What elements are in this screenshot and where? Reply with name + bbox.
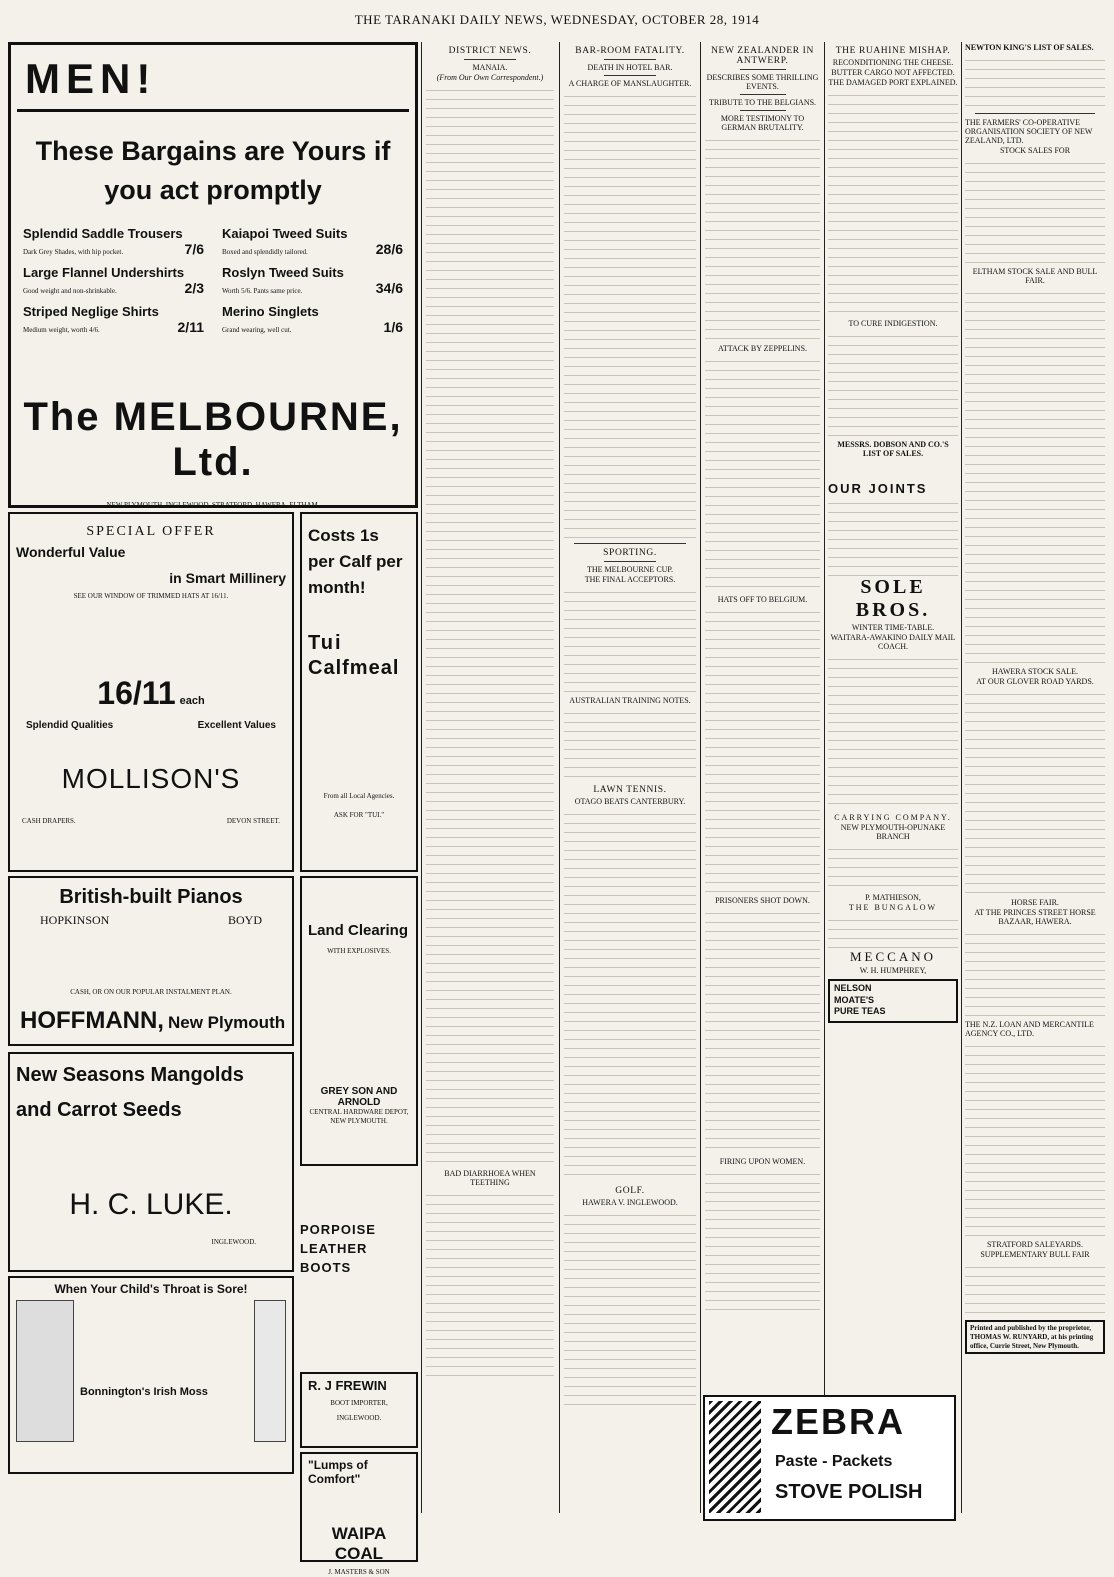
tribute-heading: TRIBUTE TO THE BELGIANS. xyxy=(708,98,817,107)
luke-ad xyxy=(8,1052,294,1272)
loan-heading: THE N.Z. LOAN AND MERCANTILE AGENCY CO., LTD. xyxy=(965,1020,1094,1038)
prisoners-body xyxy=(705,906,820,1156)
item-price: 2/11 xyxy=(177,319,204,335)
child-illustration xyxy=(16,1300,74,1442)
smart-millinery: in Smart Millinery xyxy=(169,570,286,586)
irish-moss-name: Bonnington's Irish Moss xyxy=(80,1386,208,1398)
divider xyxy=(17,109,409,112)
item-price: 7/6 xyxy=(184,241,204,257)
hats-off-heading: HATS OFF TO BELGIUM. xyxy=(717,595,808,604)
manslaughter-heading: A CHARGE OF MANSLAUGHTER. xyxy=(568,79,692,88)
masthead: THE TARANAKI DAILY NEWS, WEDNESDAY, OCTOBER 28, 1914 xyxy=(354,12,760,27)
sole-bros: SOLE BROS. xyxy=(855,576,931,621)
stove-polish: STOVE POLISH xyxy=(775,1481,923,1503)
waipa-copy xyxy=(308,1490,410,1520)
golf-heading: GOLF. xyxy=(615,1186,645,1196)
bungalow-body xyxy=(828,913,958,949)
hopkinson: HOPKINSON xyxy=(40,913,110,927)
dobson-body xyxy=(828,459,958,481)
glover-body xyxy=(965,687,1105,897)
item-price: 1/6 xyxy=(383,319,403,335)
porpoise-ad xyxy=(300,1222,418,1372)
column-rule xyxy=(559,42,560,1513)
meccano-heading: MECCANO xyxy=(849,949,936,964)
throat-copy xyxy=(80,1300,248,1380)
eltham-body xyxy=(965,286,1105,666)
carrying-body xyxy=(828,842,958,892)
item-name: Roslyn Tweed Suits xyxy=(222,265,344,280)
item-price: 2/3 xyxy=(184,280,204,296)
imprint: Printed and published by the proprietor, THOMAS W. RUNYARD, at his printing office, Currie Street, New Plymouth. xyxy=(970,1324,1094,1350)
newton-body xyxy=(965,53,1105,109)
coach-heading: WAITARA-AWAKINO DAILY MAIL COACH. xyxy=(830,633,956,651)
calf-line: per Calf per xyxy=(308,552,403,571)
explosives-sub: WITH EXPLOSIVES. xyxy=(327,947,391,955)
stratford-heading: STRATFORD SALEYARDS. xyxy=(986,1240,1084,1249)
bargain-item xyxy=(23,304,204,335)
pianos-copy xyxy=(16,932,286,982)
frewin-name: R. J FREWIN xyxy=(308,1378,387,1393)
bargain-item xyxy=(222,226,403,257)
bargain-item xyxy=(222,304,403,335)
special-offer: SPECIAL OFFER xyxy=(86,524,216,539)
hoffmann-ad xyxy=(8,876,294,1046)
princes-heading: AT THE PRINCES STREET HORSE BAZAAR, HAWERA. xyxy=(974,908,1096,926)
leather-line: LEATHER xyxy=(300,1241,368,1256)
ruahine-body xyxy=(828,88,958,318)
each-label: each xyxy=(179,694,205,707)
news-column-6 xyxy=(828,42,958,1513)
column-rule xyxy=(421,42,422,1513)
district-news-column xyxy=(426,42,554,1513)
item-desc: Dark Grey Shades, with hip pocket. xyxy=(23,248,124,256)
bungalow-heading: THE BUNGALOW xyxy=(848,903,938,912)
diarrhoea-heading: BAD DIARRHOEA WHEN TEETHING xyxy=(444,1169,536,1187)
prisoners-heading: PRISONERS SHOT DOWN. xyxy=(715,896,810,905)
loan-body xyxy=(965,1039,1105,1239)
sporting-heading: SPORTING. xyxy=(603,548,657,558)
men-heading: MEN! xyxy=(25,55,157,102)
women-body xyxy=(705,1167,820,1317)
mollison-address: DEVON STREET. xyxy=(226,816,280,825)
item-desc: Good weight and non-shrinkable. xyxy=(23,287,117,295)
district-news-heading: DISTRICT NEWS. xyxy=(448,46,532,56)
firm-line2: CENTRAL HARDWARE DEPOT, xyxy=(309,1107,409,1116)
irish-moss-ad xyxy=(8,1276,294,1474)
hoffmann-name: HOFFMANN, xyxy=(20,1006,164,1034)
excellent-values: Excellent Values xyxy=(197,719,276,731)
zebra-name: ZEBRA xyxy=(771,1401,905,1442)
joints-heading: OUR JOINTS xyxy=(828,481,928,496)
golf-body xyxy=(564,1208,696,1408)
testimony-heading: MORE TESTIMONY TO GERMAN BRUTALITY. xyxy=(720,114,805,132)
bargains-line: These Bargains are Yours if xyxy=(35,136,391,166)
stock-sales-body xyxy=(965,156,1105,266)
land-clearing-title: Land Clearing xyxy=(308,922,409,939)
opunake-heading: NEW PLYMOUTH-OPUNAKE BRANCH xyxy=(840,823,946,841)
item-name: Striped Neglige Shirts xyxy=(23,304,159,319)
hoffmann-place: New Plymouth xyxy=(167,1012,286,1032)
hawera-golf-heading: HAWERA V. INGLEWOOD. xyxy=(582,1198,678,1207)
hats-off-body xyxy=(705,605,820,895)
pianos-title: British-built Pianos xyxy=(59,886,243,908)
winter-timetable: WINTER TIME-TABLE. xyxy=(851,623,935,632)
frewin-sub: BOOT IMPORTER, xyxy=(330,1399,388,1407)
item-price: 34/6 xyxy=(375,280,403,296)
mollison-copy xyxy=(16,605,286,665)
describes-heading: DESCRIBES SOME THRILLING EVENTS. xyxy=(706,73,819,91)
dobson-heading: MESSRS. DOBSON AND CO.'S LIST OF SALES. xyxy=(837,440,949,458)
column-rule xyxy=(700,42,701,1513)
item-desc: Grand wearing, well cut. xyxy=(222,326,292,334)
antwerp-heading: NEW ZEALANDER IN ANTWERP. xyxy=(711,46,814,66)
item-desc: Worth 5/6. Pants same price. xyxy=(222,287,303,295)
women-heading: FIRING UPON WOMEN. xyxy=(719,1157,806,1166)
waipa-coal: WAIPA COAL xyxy=(331,1524,387,1563)
throat-copy xyxy=(80,1402,248,1442)
imprint-box xyxy=(965,1320,1105,1354)
bargain-list xyxy=(23,226,403,335)
bottle-illustration xyxy=(254,1300,286,1442)
land-clearing-ad xyxy=(300,876,418,1166)
stock-sales-heading: STOCK SALES FOR xyxy=(999,146,1071,155)
damaged-heading: THE DAMAGED PORT EXPLAINED. xyxy=(828,78,958,87)
melbourne-name: The MELBOURNE, Ltd. xyxy=(23,395,403,484)
luke-name: H. C. LUKE. xyxy=(69,1188,233,1221)
nelson-moate-ad xyxy=(828,979,958,1023)
land-copy xyxy=(308,964,410,1074)
recon-heading: RECONDITIONING THE CHEESE. xyxy=(832,58,954,67)
tui-copy xyxy=(308,688,410,768)
mangolds-title: New Seasons Mangolds xyxy=(16,1064,244,1086)
item-desc: Medium weight, worth 4/6. xyxy=(23,326,100,334)
tui-copy xyxy=(308,608,410,628)
carrying-heading: CARRYING COMPANY. xyxy=(834,813,952,822)
acceptors-heading: THE FINAL ACCEPTORS. xyxy=(584,575,676,584)
ask-for-tui: ASK FOR "TUI." xyxy=(333,810,385,819)
from-agencies: From all Local Agencies. xyxy=(323,792,395,800)
zeppelins-heading: ATTACK BY ZEPPELINS. xyxy=(717,344,808,353)
instalment-line: CASH, OR ON OUR POPULAR INSTALMENT PLAN. xyxy=(70,988,232,996)
barroom-heading: BAR-ROOM FATALITY. xyxy=(575,46,685,56)
costs-line: Costs 1s xyxy=(308,526,379,545)
firm-line3: NEW PLYMOUTH. xyxy=(330,1116,388,1125)
luke-town: INGLEWOOD. xyxy=(211,1238,256,1246)
carrot-title: and Carrot Seeds xyxy=(16,1099,182,1121)
ruahine-heading: THE RUAHINE MISHAP. xyxy=(835,46,951,56)
porpoise-copy xyxy=(300,1281,418,1341)
hawera-heading: HAWERA STOCK SALE. xyxy=(991,667,1079,676)
zeppelins-body xyxy=(705,354,820,594)
item-price: 28/6 xyxy=(375,241,403,257)
mathieson: P. MATHIESON, xyxy=(865,893,921,902)
cure-heading: TO CURE INDIGESTION. xyxy=(848,319,938,328)
mollison-name: MOLLISON'S xyxy=(61,762,241,794)
mollison-ad xyxy=(8,512,294,872)
cash-drapers: CASH DRAPERS. xyxy=(22,816,76,825)
item-desc: Boxed and splendidly tailored. xyxy=(222,248,308,256)
barroom-body xyxy=(564,89,696,539)
porpoise-line: PORPOISE xyxy=(300,1222,376,1237)
column-rule xyxy=(824,42,825,1513)
ads-column xyxy=(8,42,418,1576)
district-news-body xyxy=(426,83,554,1163)
newton-heading: NEWTON KING'S LIST OF SALES. xyxy=(965,43,1094,52)
promptly-line: you act promptly xyxy=(104,175,322,205)
correspondent-line: (From Our Own Correspondent.) xyxy=(436,73,544,82)
cup-body xyxy=(564,585,696,695)
see-window: SEE OUR WINDOW OF TRIMMED HATS AT 16/11. xyxy=(73,592,229,600)
frewin-town: INGLEWOOD. xyxy=(336,1413,382,1422)
throat-title: When Your Child's Throat is Sore! xyxy=(54,1282,248,1296)
melbourne-cup-heading: THE MELBOURNE CUP. xyxy=(586,565,673,574)
joints-body xyxy=(828,496,958,576)
glover-heading: AT OUR GLOVER ROAD YARDS. xyxy=(976,677,1094,686)
splendid-qualities: Splendid Qualities xyxy=(26,719,114,731)
timetable-body xyxy=(828,652,958,812)
item-name: Merino Singlets xyxy=(222,304,319,319)
wonderful-value: Wonderful Value xyxy=(16,544,126,560)
item-name: Large Flannel Undershirts xyxy=(23,265,185,280)
diarrhoea-body xyxy=(426,1188,554,1378)
bargain-item xyxy=(23,265,204,296)
firm-name: GREY SON AND ARNOLD xyxy=(320,1085,398,1108)
waipa-agents: J. MASTERS & SON xyxy=(328,1568,390,1576)
lumps-of-comfort: "Lumps of Comfort" xyxy=(308,1458,368,1486)
eltham-heading: ELTHAM STOCK SALE AND BULL FAIR. xyxy=(972,267,1098,285)
otago-heading: OTAGO BEATS CANTERBURY. xyxy=(574,797,686,806)
melbourne-ad xyxy=(8,42,418,508)
cure-body xyxy=(828,329,958,439)
zebra-ad xyxy=(703,1395,956,1521)
manaia-heading: MANAIA. xyxy=(472,63,508,72)
training-body xyxy=(564,706,696,781)
waipa-coal-ad xyxy=(300,1452,418,1576)
month-line: month! xyxy=(308,578,366,597)
frewin-ad xyxy=(300,1372,418,1448)
nelson-moate-name: NELSON MOATE'S PURE TEAS xyxy=(834,983,886,1017)
death-heading: DEATH IN HOTEL BAR. xyxy=(587,63,673,72)
tennis-body xyxy=(564,807,696,1182)
news-column-4 xyxy=(564,42,696,1513)
humphrey: W. H. HUMPHREY, xyxy=(859,966,927,975)
farmers-heading: THE FARMERS' CO-OPERATIVE ORGANISATION SOCIETY OF NEW ZEALAND, LTD. xyxy=(965,118,1093,145)
seeds-copy xyxy=(16,1130,286,1170)
row-mollison-tui xyxy=(8,512,418,872)
sales-column xyxy=(965,42,1105,1513)
paste-packets: Paste - Packets xyxy=(775,1453,893,1470)
tui-ad xyxy=(300,512,418,872)
tennis-heading: LAWN TENNIS. xyxy=(593,785,667,795)
supplementary-heading: SUPPLEMENTARY BULL FAIR xyxy=(980,1250,1090,1259)
boyd: BOYD xyxy=(227,913,262,927)
horse-fair-heading: HORSE FAIR. xyxy=(1011,898,1059,907)
supplementary-body xyxy=(965,1260,1105,1316)
antwerp-body xyxy=(705,133,820,343)
butter-heading: BUTTER CARGO NOT AFFECTED. xyxy=(831,68,955,77)
calfmeal-name: Calfmeal xyxy=(308,657,400,679)
melbourne-towns: NEW PLYMOUTH, INGLEWOOD, STRATFORD, HAWERA, ELTHAM. xyxy=(106,501,320,509)
hat-price: 16/11 xyxy=(97,674,176,711)
bargain-item xyxy=(23,226,204,257)
bargain-item xyxy=(222,265,403,296)
item-name: Kaiapoi Tweed Suits xyxy=(222,226,348,241)
news-column-5 xyxy=(705,42,820,1513)
boots-line: BOOTS xyxy=(300,1260,352,1275)
item-name: Splendid Saddle Trousers xyxy=(23,226,183,241)
horse-fair-body xyxy=(965,927,1105,1019)
tui-name: Tui xyxy=(308,632,343,654)
training-heading: AUSTRALIAN TRAINING NOTES. xyxy=(569,696,691,705)
column-rule xyxy=(961,42,962,1513)
zebra-illustration xyxy=(709,1401,761,1513)
